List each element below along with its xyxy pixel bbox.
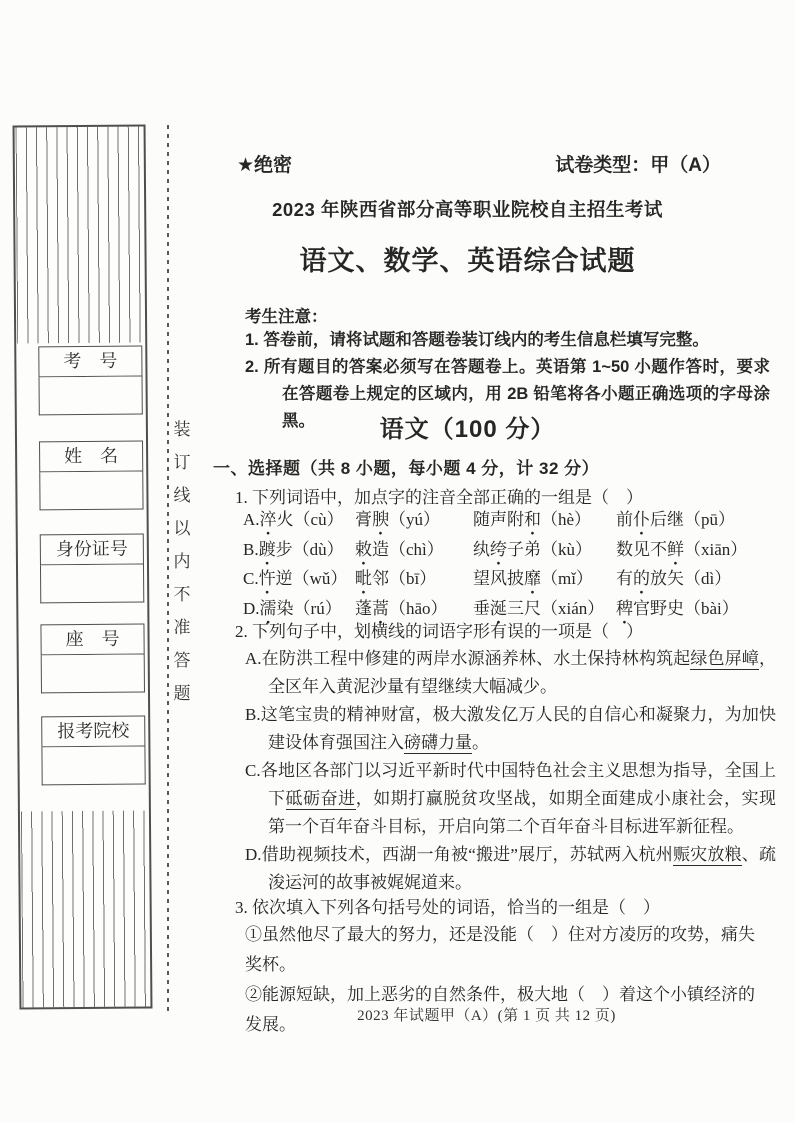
binding-text-char: 线 — [173, 486, 191, 505]
post-text: 三尺（xián） — [507, 598, 605, 618]
option-text: 这笔宝贵的精神财富，极大激发亿万人民的自信心和凝聚力，为加快建设体育强国注入 — [260, 705, 776, 752]
q1-option-cell — [355, 535, 473, 565]
q1-option-cell — [473, 535, 616, 565]
binding-text-char: 订 — [173, 453, 191, 472]
underlined-term: 绿色屏嶂 — [690, 649, 760, 668]
pre-text: A. — [243, 510, 260, 529]
emphasis-dot-char: 敕 ● — [355, 535, 372, 565]
q1-option-cell — [243, 505, 355, 535]
header-row — [210, 150, 775, 177]
q2-option — [245, 645, 776, 701]
pre-text: 望风披 — [473, 569, 524, 588]
q1-option-cell — [355, 564, 473, 594]
pre-text: 膏 — [355, 510, 372, 529]
question-3-stem: 3. 依次填入下列各句括号处的词语，恰当的一组是（ ） — [235, 898, 660, 917]
q1-option-cell — [355, 505, 473, 535]
q2-option — [245, 701, 776, 757]
post-text: 染（rú） — [276, 598, 342, 618]
info-field-input-box — [41, 747, 145, 786]
binding-text-char: 以 — [173, 519, 191, 538]
option-text: 借助视频技术，西湖一角被“搬进”展厅，苏轼两入杭州 — [261, 845, 673, 864]
info-field — [39, 441, 144, 511]
post-text: 邻（bī） — [372, 569, 437, 588]
post-text: （yú） — [389, 510, 440, 529]
emphasis-dot-char: 毗 ● — [355, 564, 372, 594]
exam-title: 2023 年陕西省部分高等职业院校自主招生考试 — [272, 199, 663, 220]
info-field-input-box — [40, 565, 144, 604]
chinese-section-heading: 语文（100 分） — [379, 416, 556, 443]
paper-type-label: 试卷类型：甲（A） — [555, 155, 721, 176]
q1-option-cell — [473, 564, 616, 594]
binding-text-char: 内 — [173, 552, 191, 571]
page-footer: 2023 年试题甲（A）(第 1 页 共 12 页) — [357, 1008, 616, 1024]
pre-text: C. — [243, 569, 259, 588]
binding-text-char: 答 — [173, 651, 191, 670]
binding-warning-vertical-text — [171, 420, 193, 717]
emphasis-dot-char: 鲜 ● — [667, 535, 684, 565]
question-1-stem: 1. 下列词语中，加点字的注音全部正确的一组是（ ） — [235, 488, 643, 507]
emphasis-dot-char: 蒿 ● — [372, 594, 389, 624]
pre-text: 前 — [616, 510, 633, 529]
option-label: A. — [245, 649, 262, 668]
info-field-label: 考 号 — [38, 346, 142, 378]
option-text: 、疏浚运河的故事被娓娓道来。 — [268, 845, 777, 892]
q1-option-cell — [616, 535, 747, 565]
q2-option — [245, 841, 776, 897]
classification-label: ★绝密 — [237, 155, 293, 176]
pre-text: D. — [243, 598, 260, 618]
emphasis-dot-char: 涎 ● — [490, 594, 507, 624]
option-label: D. — [245, 845, 262, 864]
post-text: （mǐ） — [541, 569, 593, 588]
pre-text: 纨 — [473, 539, 490, 559]
q3-item: ①虽然他尽了最大的努力，还是没能（ ）住对方凌厉的攻势，痛失奖杯。 — [245, 925, 755, 974]
info-field-label: 身份证号 — [40, 534, 144, 566]
post-text: 造（chì） — [372, 539, 444, 559]
post-text: 子弟（kù） — [507, 539, 592, 559]
post-text: 步（dù） — [275, 539, 344, 559]
option-text: ，全区年入黄泥沙量有望继续大幅减少。 — [268, 649, 777, 696]
option-text: 在防洪工程中修建的两岸水源涵养林、水土保持林构筑起 — [261, 649, 691, 668]
info-field — [38, 346, 143, 416]
notice-item: 1. 答卷前，请将试题和答题卷装订线内的考生信息栏填写完整。 — [245, 331, 709, 349]
emphasis-dot-char: 踱 ● — [259, 535, 276, 565]
post-text: （hè） — [541, 510, 592, 529]
emphasis-dot-char: 稗 ● — [616, 594, 633, 624]
option-text: ，如期打赢脱贫攻坚战，如期全面建成小康社会，实现第一个百年奋斗目标，开启向第二个百年奋斗目标进军新征程。 — [268, 789, 777, 836]
ruled-stripes-bottom — [21, 810, 150, 1007]
option-text: 各地区各部门以习近平新时代中国特色社会主义思想为指导，全国上下 — [260, 761, 776, 808]
underlined-term: 赈灾放粮 — [672, 845, 742, 864]
q1-option-cell — [473, 505, 616, 535]
option-label: B. — [245, 705, 261, 724]
question-2-stem: 2. 下列句子中，划横线的词语字形有误的一项是（ ） — [235, 622, 643, 641]
post-text: （xiān） — [684, 539, 748, 559]
emphasis-dot-char: 和 ● — [524, 505, 541, 535]
emphasis-dot-char: 靡 ● — [524, 564, 541, 594]
post-text: 火（cù） — [276, 510, 344, 529]
emphasis-dot-char: 淬 ● — [260, 505, 277, 535]
binding-text-char: 题 — [173, 684, 191, 703]
post-text: 逆（wǔ） — [275, 569, 348, 588]
pre-text: 垂 — [473, 598, 490, 618]
info-field-label: 姓 名 — [39, 441, 143, 473]
info-field-input-box — [39, 377, 143, 416]
q1-option-cell — [243, 564, 355, 594]
post-text: （hāo） — [389, 598, 448, 618]
post-text: 官野史（bài） — [633, 598, 739, 618]
pre-text: 随声附 — [473, 510, 524, 529]
binding-dashed-line — [167, 125, 169, 1011]
info-field-label: 座 号 — [40, 624, 144, 656]
notice-heading: 考生注意： — [245, 308, 328, 326]
binding-text-char: 不 — [173, 585, 191, 604]
pre-text: 有 — [616, 569, 633, 588]
pre-text: 数见不 — [616, 539, 667, 559]
post-text: 放矢（dì） — [650, 569, 732, 588]
q1-option-cell — [616, 505, 747, 535]
info-field — [40, 534, 145, 604]
q3-item: ②能源短缺，加上恶劣的自然条件，极大地（ ）着这个小镇经济的发展。 — [245, 985, 755, 1034]
info-field — [40, 624, 145, 694]
question-2-options — [245, 645, 776, 897]
emphasis-dot-char: 腴 ● — [372, 505, 389, 535]
pre-text: 蓬 — [355, 598, 372, 618]
emphasis-dot-char: 绔 ● — [490, 535, 507, 565]
notice-item: 2. 所有题目的答案必须写在答题卷上。英语第 1~50 小题作答时，要求在答题卷上规定的区域内，用 2B 铅笔将各小题正确选项的字母涂黑。 — [245, 358, 770, 430]
underlined-term: 砥砺奋进 — [285, 789, 356, 808]
binding-text-char: 装 — [173, 420, 191, 439]
info-field — [41, 716, 146, 786]
info-field-input-box — [41, 655, 145, 694]
pre-text: B. — [243, 539, 259, 559]
emphasis-dot-char: 忤 ● — [259, 564, 276, 594]
option-label: C. — [245, 761, 261, 780]
q1-option-cell — [243, 535, 355, 565]
emphasis-dot-char: 濡 ● — [260, 594, 277, 624]
emphasis-dot-char: 的 ● — [633, 564, 650, 594]
post-text: 后继（pū） — [650, 510, 735, 529]
info-field-label: 报考院校 — [41, 716, 145, 748]
binding-text-char: 准 — [173, 618, 191, 637]
q2-option — [245, 757, 776, 841]
info-field-input-box — [39, 472, 143, 511]
underlined-term: 磅礴力量 — [404, 733, 472, 752]
subject-title: 语文、数学、英语综合试题 — [299, 246, 636, 276]
q1-option-cell — [616, 564, 747, 594]
part-one-heading: 一、选择题（共 8 小题，每小题 4 分，计 32 分） — [213, 459, 600, 478]
question-1-options-grid — [243, 505, 748, 623]
binding-info-sidebar — [13, 124, 153, 1009]
emphasis-dot-char: 仆 ● — [633, 505, 650, 535]
option-text: 。 — [472, 733, 489, 752]
